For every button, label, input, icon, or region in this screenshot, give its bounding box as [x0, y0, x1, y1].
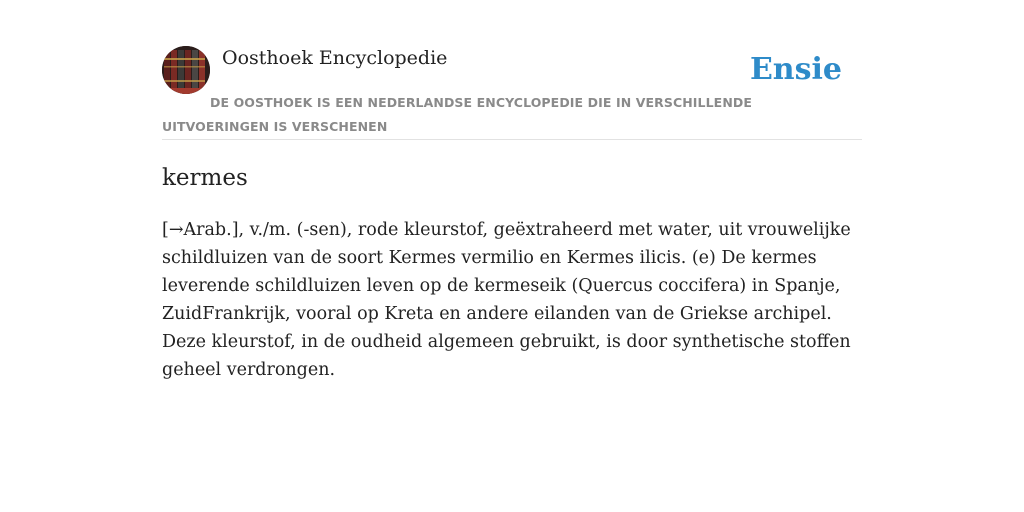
- encyclopedia-books-icon[interactable]: [162, 46, 210, 94]
- site-tagline: DE OOSTHOEK IS EEN NEDERLANDSE ENCYCLOPEDIE DIE IN VERSCHILLENDE UITVOERINGEN IS VERSCHENEN: [162, 95, 752, 134]
- header-divider: [162, 139, 862, 140]
- entry-title: kermes: [162, 165, 248, 191]
- brand-logo-text[interactable]: Ensie: [749, 52, 842, 87]
- entry-body: [→Arab.], v./m. (-sen), rode kleurstof, geëxtraheerd met water, uit vrouwelijke schildluizen van de soort Kermes vermilio en Kermes ilicis. (e) De kermes leverende schildluizen leven op de kermeseik (Quercus coccifera) in Spanje, ZuidFrankrijk, vooral op Kreta en andere eilanden van de Griekse archipel. Deze kleurstof, in de oudheid algemeen gebruikt, is door synthetische stoffen geheel verdrongen.: [162, 220, 851, 380]
- site-title[interactable]: Oosthoek Encyclopedie: [222, 47, 448, 69]
